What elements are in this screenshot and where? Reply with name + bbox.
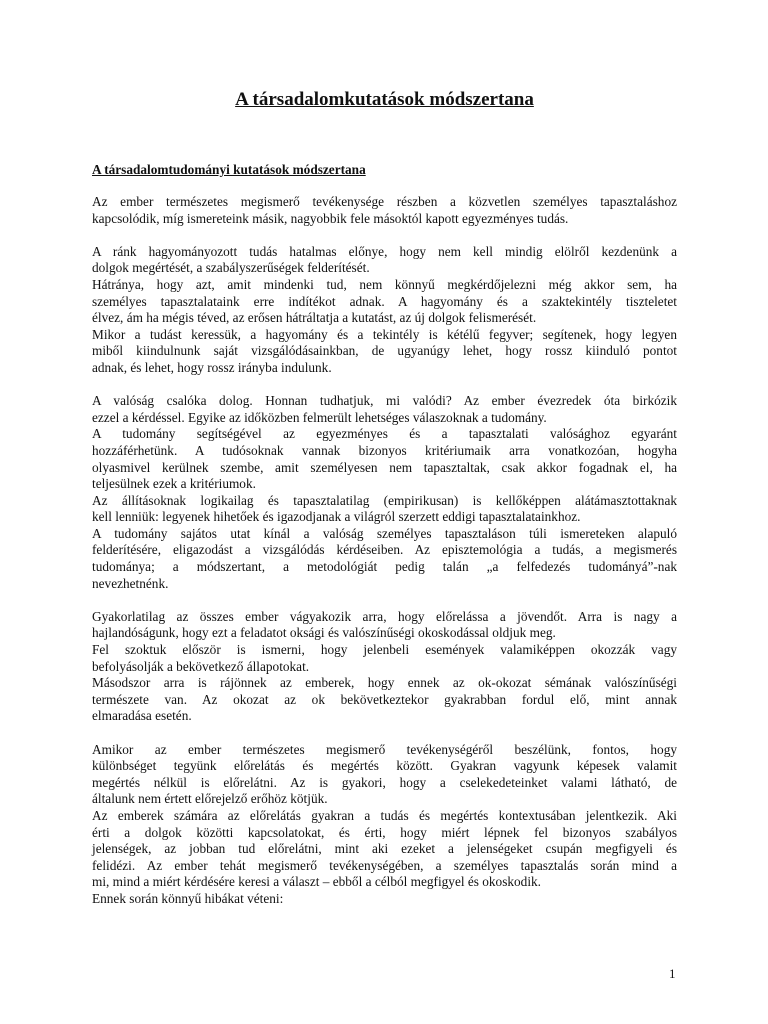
text-line: Az emberek számára az előrelátás gyakran a tudás és megértés kontextusában jelentkezik. Aki — [92, 807, 677, 823]
text-line: A tudomány segítségével az egyezményes és a tapasztalati valósághoz egyaránt — [92, 426, 677, 442]
text-line: Gyakorlatilag az összes ember vágyakozik arra, hogy előrelássa a jövendőt. Arra is nagy a — [92, 608, 677, 624]
text-line: különbséget tegyünk előrelátás és megértés között. Gyakran vagyunk képesek valamit — [92, 758, 677, 774]
text-line: felderítésére, eligazodást a vizsgálódás kérdéseiben. Az episztemológia a tudás, a megismerés — [92, 542, 677, 558]
document-body — [92, 194, 677, 924]
text-line: A tudomány sajátos utat kínál a valóság személyes tapasztaláson túli ismereteken alapuló — [92, 525, 677, 541]
text-line: felidézi. Az ember tehát megismerő tevékenységében, a személyes tapasztalás során mind a — [92, 857, 677, 873]
text-line: Mikor a tudást keressük, a hagyomány és a tekintély is kétélű fegyver; segítenek, hogy legyen — [92, 326, 677, 342]
text-line: A valóság csalóka dolog. Honnan tudhatjuk, mi valódi? Az ember évezredek óta birkózik — [92, 393, 677, 409]
text-line: Másodszor arra is rájönnek az emberek, hogy ennek az ok-okozat sémának valószínűségi — [92, 675, 677, 691]
text-line: kell lenniük: legyenek hihetőek és igazodjanak a világról szerzett eddigi tapasztalatainkhoz. — [92, 509, 581, 525]
text-line: Az ember természetes megismerő tevékenysége részben a közvetlen személyes tapasztaláshoz — [92, 194, 677, 209]
text-line: befolyásolják a bekövetkező állapotokat. — [92, 658, 310, 674]
document-title: A társadalomkutatások módszertana — [235, 89, 534, 110]
text-line: érti a dolgok közötti kapcsolatokat, és érti, hogy miért lépnek fel bizonyos szabályos — [92, 824, 677, 840]
paragraph — [92, 393, 677, 592]
text-line: dolgok megértését, a szabályszerűségek felderítését. — [92, 260, 370, 276]
text-line: természete van. Az okozat az ok bekövetkeztekor gyakrabban fordul elő, mint annak — [92, 691, 677, 707]
text-line: tudománya; a módszertant, a metodológiát pedig talán „a felfedezés tudományá”-nak — [92, 559, 677, 575]
text-line: nevezhetnénk. — [92, 575, 169, 591]
text-line: hozzáférhetünk. A tudósoknak vannak bizonyos kritériumaik arra vonatkozóan, hogyha — [92, 442, 677, 458]
text-line: teljesülnek ezek a kritériumok. — [92, 476, 256, 492]
text-line: Fel szoktuk először is ismerni, hogy jelenbeli események valamiképpen okozzák vagy — [92, 642, 677, 658]
text-line: személyes tapasztalataink erre indítékot adnak. A hagyomány és a szaktekintély tiszteletet — [92, 293, 677, 309]
text-line: elmaradása esetén. — [92, 708, 192, 724]
text-line: adnak, és lehet, hogy rossz irányba indulunk. — [92, 359, 332, 375]
text-line: olyasmivel kerülnek szembe, amit személyesen nem tapasztaltak, csak akkor fogadnak el, ha — [92, 459, 677, 475]
paragraph — [92, 742, 677, 908]
text-line: Az állításoknak logikailag és tapasztalatilag (empirikusan) is kellőképpen alátámasztottaknak — [92, 492, 677, 508]
text-line: Ennek során könnyű hibákat véteni: — [92, 890, 284, 906]
text-line: élvez, ám ha mégis téved, az erősen hátráltatja a kutatást, az új dolgok felismerését. — [92, 310, 537, 326]
text-line: megértés nélkül is előrelátni. Az is gyakori, hogy a cselekedeteinket valami látható, de — [92, 774, 677, 790]
paragraph — [92, 244, 677, 377]
page-number: 1 — [669, 966, 676, 981]
text-line: Amikor az ember természetes megismerő tevékenységéről beszélünk, fontos, hogy — [92, 741, 677, 757]
text-line: Hátránya, hogy azt, amit mindenki tud, nem könnyű megkérdőjelezni még akkor sem, ha — [92, 276, 677, 292]
text-line: kapcsolódik, míg ismereteink másik, nagyobbik fele másoktól kapott egyezményes tudás. — [92, 210, 569, 226]
section-heading: A társadalomtudományi kutatások módszertana — [92, 162, 366, 177]
paragraph — [92, 194, 677, 227]
text-line: miből kiindulnunk saját vizsgálódásainkban, de ugyanúgy lehet, hogy rossz kiinduló pontot — [92, 343, 677, 359]
text-line: általunk nem értett előrejelző erőhöz kötjük. — [92, 791, 328, 807]
paragraph — [92, 609, 677, 725]
text-line: mi, mind a miért kérdésére keresi a választ – ebből a célból megfigyel és okoskodik. — [92, 874, 541, 890]
text-line: ezzel a kérdéssel. Egyike az időközben felmerült lehetséges válaszoknak a tudomány. — [92, 409, 547, 425]
text-line: jelenségek, az jobban tud előrelátni, mint aki ezeket a jelenségeket csupán megfigyeli és — [92, 841, 677, 857]
text-line: A ránk hagyományozott tudás hatalmas előnye, hogy nem kell mindig elölről kezdenünk a — [92, 243, 677, 259]
text-line: hajlandóságunk, hogy ezt a feladatot oksági és valószínűségi okoskodással oldjuk meg. — [92, 625, 556, 641]
